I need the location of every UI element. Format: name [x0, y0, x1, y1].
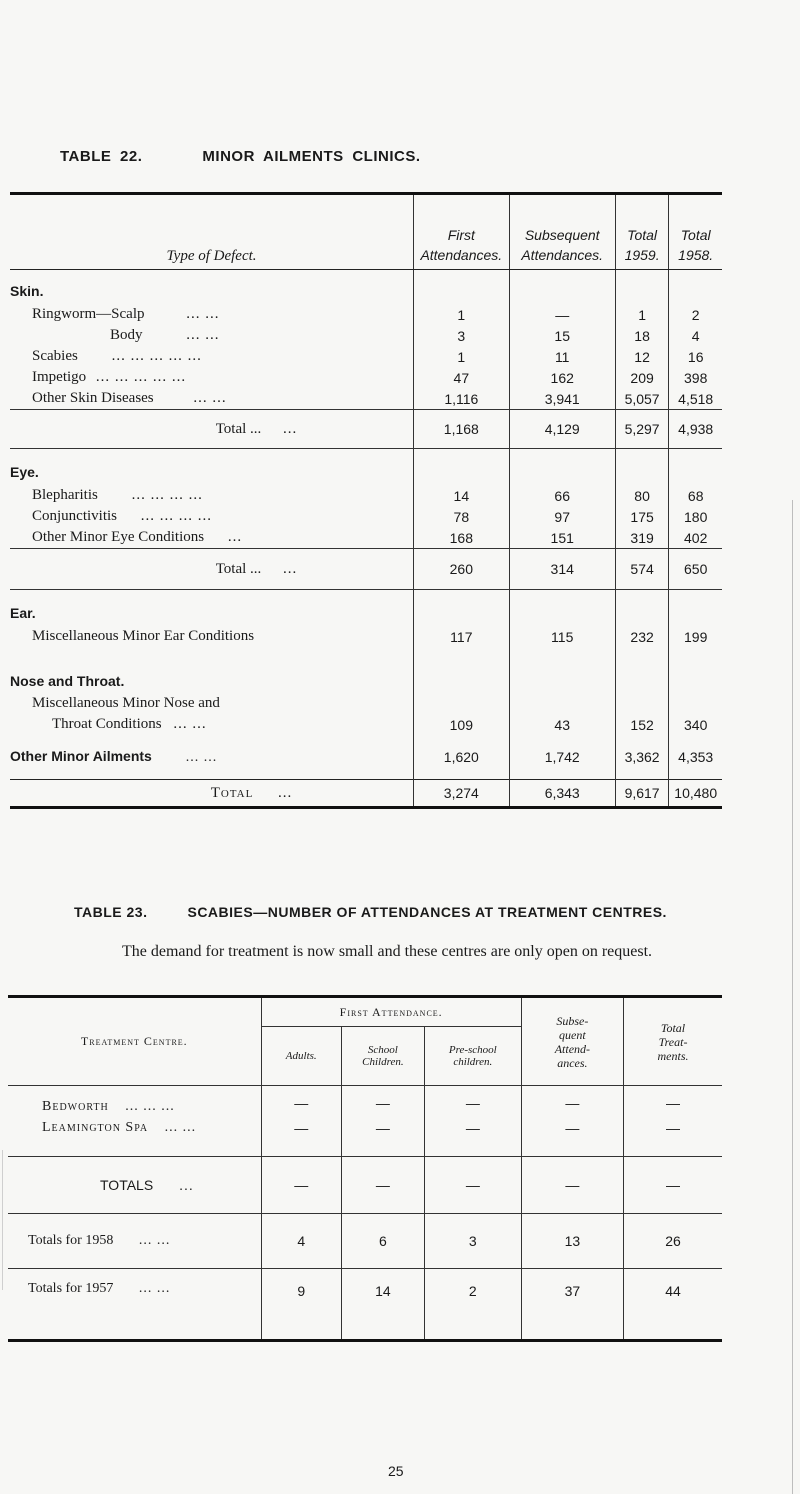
page-edge-line	[2, 1150, 3, 1290]
col-first-attendances-label: First Attendances.	[420, 227, 503, 263]
section-heading-row	[10, 590, 722, 627]
cell-preschool: 3	[424, 1214, 521, 1269]
col-type-of-defect: Type of Defect.	[10, 194, 414, 270]
table-row	[10, 367, 722, 388]
cell-adults: —	[261, 1086, 341, 1121]
row-label: Scabies ... ... ... ... ...	[32, 348, 202, 364]
section-heading-row	[10, 449, 722, 486]
totals-row	[8, 1157, 722, 1214]
cell-total-1959: 5,297	[615, 410, 669, 449]
cell-adults: —	[261, 1120, 341, 1157]
cell-subsequent: 162	[509, 367, 615, 388]
table-22-heading	[60, 148, 421, 165]
table-row	[10, 735, 722, 780]
cell-subsequent: —	[521, 1086, 623, 1121]
cell-total-1958: 180	[669, 506, 722, 527]
cell-total-1958: 398	[669, 367, 722, 388]
cell-total-1958: 16	[669, 346, 722, 367]
table-row	[10, 346, 722, 367]
intro-text: The demand for treatment is now small and these centres are only open on request.	[122, 943, 653, 960]
cell-first: 3	[414, 325, 510, 346]
cell-total-1958: 199	[669, 626, 722, 647]
cell-subsequent: 314	[509, 549, 615, 590]
cell-total-1958: 10,480	[669, 780, 722, 808]
cell-total-1959: 175	[615, 506, 669, 527]
col-total-1958-label: Total 1958.	[678, 227, 714, 263]
cell-total-1958: 402	[669, 527, 722, 549]
cell-total-1958: 4,518	[669, 388, 722, 410]
row-label: Impetigo ... ... ... ... ...	[32, 369, 187, 385]
table-row	[10, 325, 722, 346]
cell-school: 14	[341, 1269, 424, 1341]
section-eye: Eye.	[10, 449, 414, 486]
cell-first: 1,168	[414, 410, 510, 449]
col-adults: Adults.	[261, 1027, 341, 1086]
cell-first: 168	[414, 527, 510, 549]
cell-preschool: —	[424, 1157, 521, 1214]
table-header-row	[8, 997, 722, 1027]
cell-preschool: 2	[424, 1269, 521, 1341]
cell-first: 47	[414, 367, 510, 388]
cell-total: 26	[624, 1214, 722, 1269]
cell-subsequent: 4,129	[509, 410, 615, 449]
cell-adults: 4	[261, 1214, 341, 1269]
col-preschool-children: Pre-school children.	[424, 1027, 521, 1086]
grand-total-row	[10, 780, 722, 808]
row-label: Throat Conditions ... ...	[52, 716, 207, 732]
cell-preschool: —	[424, 1120, 521, 1157]
table-row	[10, 714, 722, 735]
cell-total-1959: 80	[615, 485, 669, 506]
col-total-treatments: Total Treat- ments.	[624, 997, 722, 1086]
row-label: Other Minor Ailments ... ...	[10, 748, 218, 765]
cell-total-1958: 4,938	[669, 410, 722, 449]
col-school-children: School Children.	[341, 1027, 424, 1086]
row-label-line1: Miscellaneous Minor Nose and	[32, 695, 220, 711]
cell-subsequent: 37	[521, 1269, 623, 1341]
cell-first: 3,274	[414, 780, 510, 808]
row-label: Miscellaneous Minor Ear Conditions	[32, 628, 255, 644]
subtotal-label: Total ... ...	[10, 549, 414, 590]
section-heading-row	[10, 647, 722, 693]
col-subsequent-attendances	[509, 194, 615, 270]
subtotal-row	[10, 549, 722, 590]
cell-subsequent: 6,343	[509, 780, 615, 808]
cell-adults: 9	[261, 1269, 341, 1341]
cell-total: —	[624, 1157, 722, 1214]
cell-subsequent: 66	[509, 485, 615, 506]
table-row	[8, 1086, 722, 1121]
table-row	[10, 527, 722, 549]
cell-school: —	[341, 1086, 424, 1121]
col-treatment-centre: Treatment Centre.	[80, 1034, 188, 1048]
table-row	[8, 1214, 722, 1269]
subtotal-row	[10, 410, 722, 449]
table-row	[10, 693, 722, 714]
cell-subsequent: 3,941	[509, 388, 615, 410]
cell-total: —	[624, 1120, 722, 1157]
cell-total: —	[624, 1086, 722, 1121]
col-first-attendances	[414, 194, 510, 270]
row-label: Ringworm—Scalp ... ...	[32, 306, 220, 322]
cell-subsequent: 13	[521, 1214, 623, 1269]
table-row	[10, 304, 722, 325]
cell-subsequent: —	[521, 1120, 623, 1157]
cell-subsequent: 11	[509, 346, 615, 367]
col-total-1959	[615, 194, 669, 270]
cell-first: 1,620	[414, 735, 510, 780]
table-22-title: MINOR AILMENTS CLINICS.	[202, 148, 421, 165]
table-header-row	[10, 194, 722, 270]
col-total-1959-label: Total 1959.	[624, 227, 660, 263]
cell-first: 1,116	[414, 388, 510, 410]
cell-total-1958: 4,353	[669, 735, 722, 780]
cell-total-1959: 9,617	[615, 780, 669, 808]
table-row	[10, 506, 722, 527]
col-total-1958	[669, 194, 722, 270]
grand-total-label: Total ...	[10, 780, 414, 808]
section-heading-row	[10, 270, 722, 305]
cell-first: 78	[414, 506, 510, 527]
col-first-attendance: First Attendance.	[261, 997, 521, 1027]
row-label: Other Minor Eye Conditions ...	[32, 529, 243, 545]
cell-total-1958: 68	[669, 485, 722, 506]
cell-total-1958: 2	[669, 304, 722, 325]
cell-school: —	[341, 1120, 424, 1157]
cell-total-1958: 340	[669, 714, 722, 735]
cell-subsequent: 151	[509, 527, 615, 549]
cell-total-1959: 152	[615, 714, 669, 735]
row-label: Bedworth ... ... ...	[8, 1086, 261, 1121]
cell-subsequent: 15	[509, 325, 615, 346]
table-23-intro	[70, 940, 730, 964]
col-subsequent-attendances-label: Subsequent Attendances.	[521, 227, 604, 263]
row-label: Conjunctivitis ... ... ... ...	[32, 508, 213, 524]
cell-total-1959: 1	[615, 304, 669, 325]
row-label: Other Skin Diseases ... ...	[32, 390, 227, 406]
cell-total-1959: 5,057	[615, 388, 669, 410]
section-nose-throat: Nose and Throat.	[10, 673, 125, 689]
cell-total-1959: 319	[615, 527, 669, 549]
cell-subsequent: 43	[509, 714, 615, 735]
table-row	[10, 626, 722, 647]
cell-total-1959: 3,362	[615, 735, 669, 780]
page-number: 25	[388, 1463, 404, 1479]
table-row	[10, 388, 722, 410]
table-23-number: TABLE 23.	[74, 904, 148, 920]
table-row	[8, 1269, 722, 1341]
cell-first: 1	[414, 346, 510, 367]
cell-preschool: —	[424, 1086, 521, 1121]
cell-subsequent: 97	[509, 506, 615, 527]
cell-subsequent: —	[521, 1157, 623, 1214]
section-ear: Ear.	[10, 590, 414, 627]
cell-total-1959: 232	[615, 626, 669, 647]
cell-first: 260	[414, 549, 510, 590]
cell-first: 14	[414, 485, 510, 506]
table-row	[10, 485, 722, 506]
cell-subsequent: —	[509, 304, 615, 325]
subtotal-label: Total ... ...	[10, 410, 414, 449]
cell-total-1959: 574	[615, 549, 669, 590]
cell-school: —	[341, 1157, 424, 1214]
cell-total-1959: 209	[615, 367, 669, 388]
table-23-heading	[74, 904, 667, 920]
table-row	[8, 1120, 722, 1157]
section-skin: Skin.	[10, 283, 44, 299]
cell-total-1958: 650	[669, 549, 722, 590]
cell-total-1958: 4	[669, 325, 722, 346]
row-label: Totals for 1958 ... ...	[8, 1214, 261, 1269]
scabies-attendances-table	[8, 995, 722, 1342]
cell-subsequent: 1,742	[509, 735, 615, 780]
table-23-title: SCABIES—NUMBER OF ATTENDANCES AT TREATMENT CENTRES.	[187, 904, 667, 920]
row-label: Totals for 1957 ... ...	[8, 1269, 261, 1341]
row-label: TOTALS ...	[8, 1157, 261, 1214]
cell-first: 1	[414, 304, 510, 325]
cell-total: 44	[624, 1269, 722, 1341]
minor-ailments-table	[10, 192, 722, 809]
row-label: Body ... ...	[110, 327, 220, 343]
row-label: Blepharitis ... ... ... ...	[32, 487, 203, 503]
cell-total-1959: 18	[615, 325, 669, 346]
cell-adults: —	[261, 1157, 341, 1214]
cell-first: 117	[414, 626, 510, 647]
row-label: Leamington Spa ... ...	[42, 1120, 197, 1135]
cell-subsequent: 115	[509, 626, 615, 647]
cell-school: 6	[341, 1214, 424, 1269]
cell-total-1959: 12	[615, 346, 669, 367]
col-subsequent: Subse- quent Attend- ances.	[521, 997, 623, 1086]
table-22-number: TABLE 22.	[60, 148, 143, 165]
page-edge-line	[792, 500, 793, 1494]
cell-first: 109	[414, 714, 510, 735]
